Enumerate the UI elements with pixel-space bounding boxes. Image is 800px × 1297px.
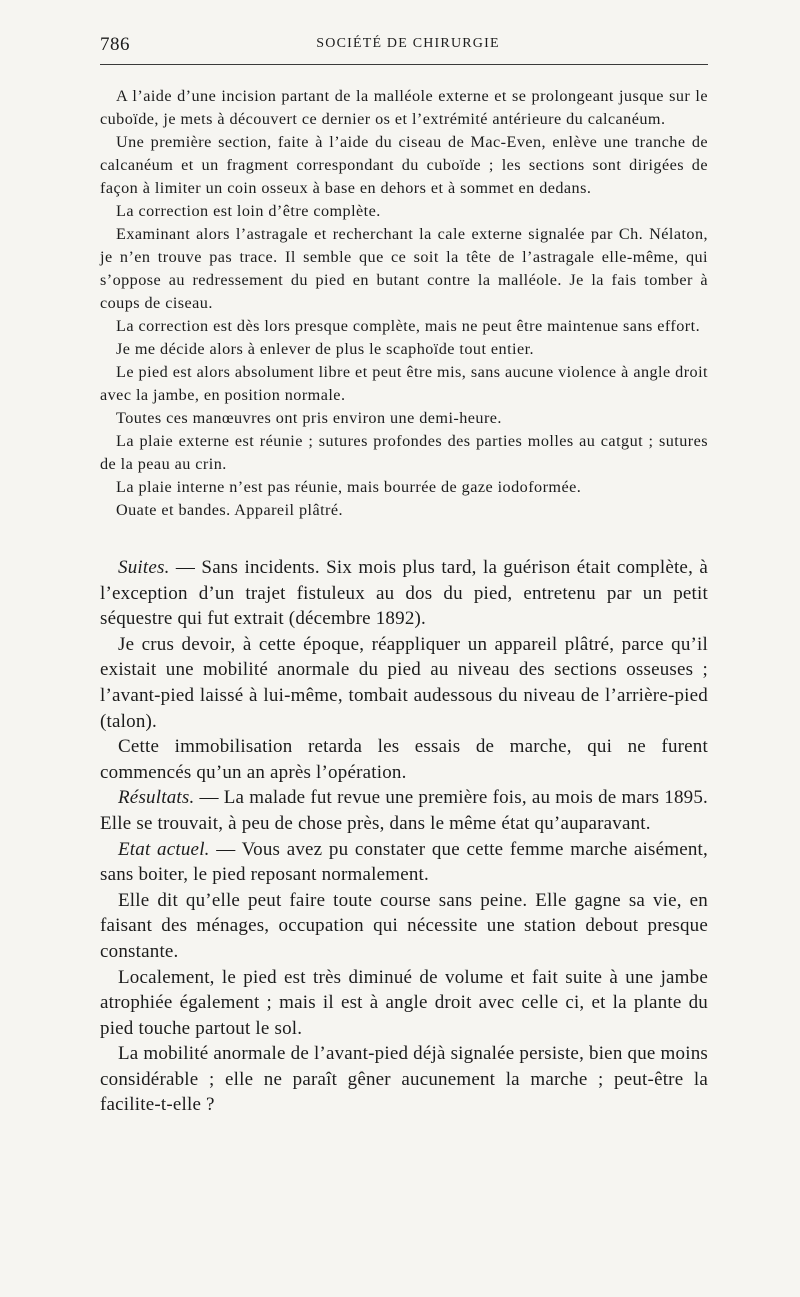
paragraph: Je crus devoir, à cette époque, réappliquer un appareil plâtré, parce qu’il existait une mobilité anormale du pied au niveau des sections osseuses ; l’avant-pied laissé à lui-même, tombait audessous du niveau de l’arrière-pied (talon). — [100, 633, 708, 732]
book-page — [100, 30, 708, 1118]
followup-section — [100, 555, 708, 1118]
operation-description — [100, 85, 708, 522]
page-header — [100, 30, 708, 65]
resultats-heading: Résultats. — [118, 787, 195, 809]
page-number: 786 — [100, 34, 130, 55]
suites-heading: Suites. — [118, 557, 170, 578]
paragraph: Ouate et bandes. Appareil plâtré. — [116, 501, 344, 519]
paragraph: Localement, le pied est très diminué de volume et fait suite à une jambe atrophiée également ; mais il est à angle droit avec celle ci, et la plante du pied touche partout le sol. — [100, 966, 708, 1039]
resultats-paragraph — [100, 785, 708, 836]
suites-paragraph — [100, 555, 708, 632]
paragraph: La mobilité anormale de l’avant-pied déjà signalée persiste, bien que moins considérable ; elle ne paraît gêner aucunement la marche ; peut-être la facilite-t-elle ? — [100, 1043, 708, 1116]
paragraph: A l’aide d’une incision partant de la malléole externe et se prolongeant jusque sur le cuboïde, je mets à découvert ce dernier os et l’extrémité antérieure du calcanéum. — [100, 87, 708, 128]
paragraph: Elle dit qu’elle peut faire toute course sans peine. Elle gagne sa vie, en faisant des ménages, occupation qui nécessite une station debout presque constante. — [100, 889, 708, 962]
paragraph: Cette immobilisation retarda les essais de marche, qui ne furent commencés qu’un an après l’opération. — [100, 736, 708, 783]
paragraph: Toutes ces manœuvres ont pris environ une demi-heure. — [116, 409, 502, 427]
paragraph: Une première section, faite à l’aide du ciseau de Mac-Even, enlève une tranche de calcanéum et un fragment correspondant du cuboïde ; les sections sont dirigées de façon à limiter un coin osseux à base en dehors et à sommet en dedans. — [100, 133, 708, 197]
paragraph: Examinant alors l’astragale et recherchant la cale externe signalée par Ch. Nélaton, je n’en trouve pas trace. Il semble que ce soit la tête de l’astragale elle-même, qui s’oppose au redressement du pied en butant contre la malléole. Je la fais tomber à coups de ciseau. — [100, 225, 708, 312]
etat-actuel-text: — Vous avez pu constater que cette femme marche aisément, sans boiter, le pied reposant normalement. — [100, 838, 708, 886]
running-title: SOCIÉTÉ DE CHIRURGIE — [316, 36, 500, 51]
paragraph: Le pied est alors absolument libre et peut être mis, sans aucune violence à angle droit avec la jambe, en position normale. — [100, 363, 708, 404]
paragraph: La plaie externe est réunie ; sutures profondes des parties molles au catgut ; sutures de la peau au crin. — [100, 432, 708, 473]
etat-actuel-heading: Etat actuel. — [118, 838, 210, 860]
suites-text: — Sans incidents. Six mois plus tard, la guérison était complète, à l’exception d’un trajet fistuleux au dos du pied, entretenu par un petit séquestre qui fut extrait (décembre 1892). — [100, 557, 708, 630]
etat-actuel-paragraph — [100, 837, 708, 888]
paragraph: Je me décide alors à enlever de plus le scaphoïde tout entier. — [116, 340, 535, 358]
resultats-text: — La malade fut revue une première fois, au mois de mars 1895. Elle se trouvait, à peu de chose près, dans le même état qu’auparavant. — [100, 787, 708, 834]
paragraph: La correction est dès lors presque complète, mais ne peut être maintenue sans effort. — [116, 317, 701, 335]
paragraph: La correction est loin d’être complète. — [116, 202, 381, 220]
paragraph: La plaie interne n’est pas réunie, mais bourrée de gaze iodoformée. — [116, 478, 582, 496]
